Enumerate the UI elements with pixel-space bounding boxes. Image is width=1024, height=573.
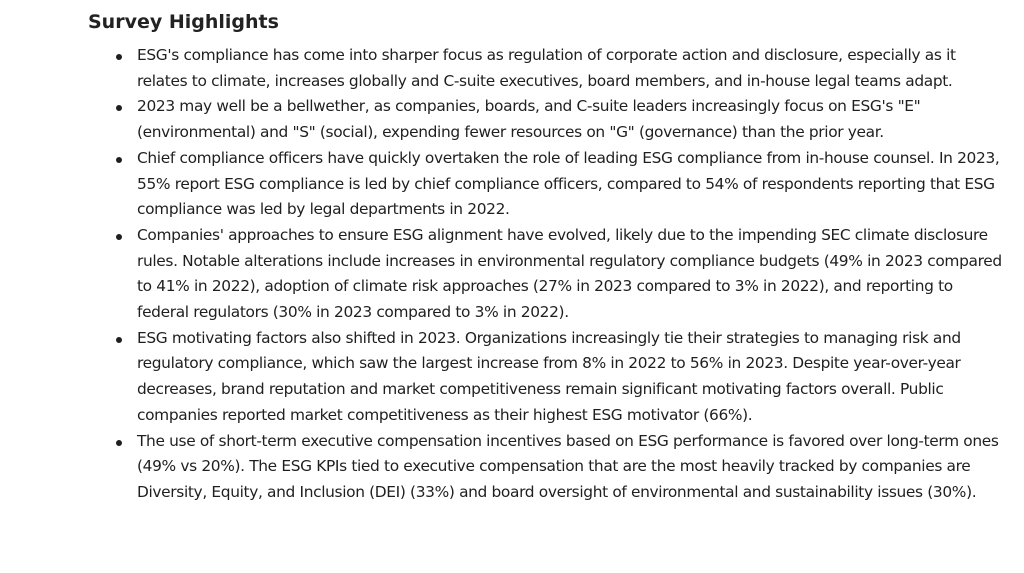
survey-highlights-section: [88, 9, 1008, 506]
list-item: [137, 146, 1008, 223]
list-item: [137, 326, 1008, 429]
list-item-text: ESG's compliance has come into sharper focus as regulation of corporate action and disclosure, especially as it relates to climate, increases globally and C-suite executives, board members, and in-house legal teams adapt.: [137, 46, 956, 90]
bullet-icon: [116, 105, 122, 111]
list-item-text: Chief compliance officers have quickly overtaken the role of leading ESG compliance from in-house counsel. In 2023, 55% report ESG compliance is led by chief compliance officers, compared to 54% of respondents reporting that ESG compliance was led by legal departments in 2022.: [137, 148, 1000, 219]
list-item-text: 2023 may well be a bellwether, as companies, boards, and C-suite leaders increasingly focus on ESG's "E" (environmental) and "S" (social), expending fewer resources on "G" (governance) than the prior year.: [137, 97, 921, 142]
bullet-icon: [116, 440, 122, 446]
list-item-text: ESG motivating factors also shifted in 2023. Organizations increasingly tie their strategies to managing risk and regulatory compliance, which saw the largest increase from 8% in 2022 to 56% in 2023. Despite year-over-year decreases, brand reputation and market competitiveness remain significant motivating factors overall. Public companies reported market competitiveness as their highest ESG motivator (66%).: [137, 328, 961, 424]
list-item: [137, 43, 1008, 94]
list-item: [137, 223, 1008, 326]
section-title: Survey Highlights: [88, 11, 279, 33]
list-item: [137, 429, 1008, 506]
bullet-icon: [116, 234, 122, 240]
bullet-icon: [116, 54, 122, 60]
highlights-list: [88, 43, 1008, 506]
list-item: [137, 94, 1008, 145]
bullet-icon: [116, 157, 122, 163]
list-item-text: Companies' approaches to ensure ESG alignment have evolved, likely due to the impending SEC climate disclosure rules. Notable alterations include increases in environmental regulatory compliance budgets (49% in 2023 compared to 41% in 2022), adoption of climate risk approaches (27% in 2023 compared to 3% in 2022), and reporting to federal regulators (30% in 2023 compared to 3% in 2022).: [137, 225, 1002, 322]
list-item-text: The use of short-term executive compensation incentives based on ESG performance is favored over long-term ones (49% vs 20%). The ESG KPIs tied to executive compensation that are the most heavily tracked by companies are Diversity, Equity, and Inclusion (DEI) (33%) and board oversight of environmental and sustainability issues (30%).: [137, 431, 999, 501]
bullet-icon: [116, 337, 122, 343]
